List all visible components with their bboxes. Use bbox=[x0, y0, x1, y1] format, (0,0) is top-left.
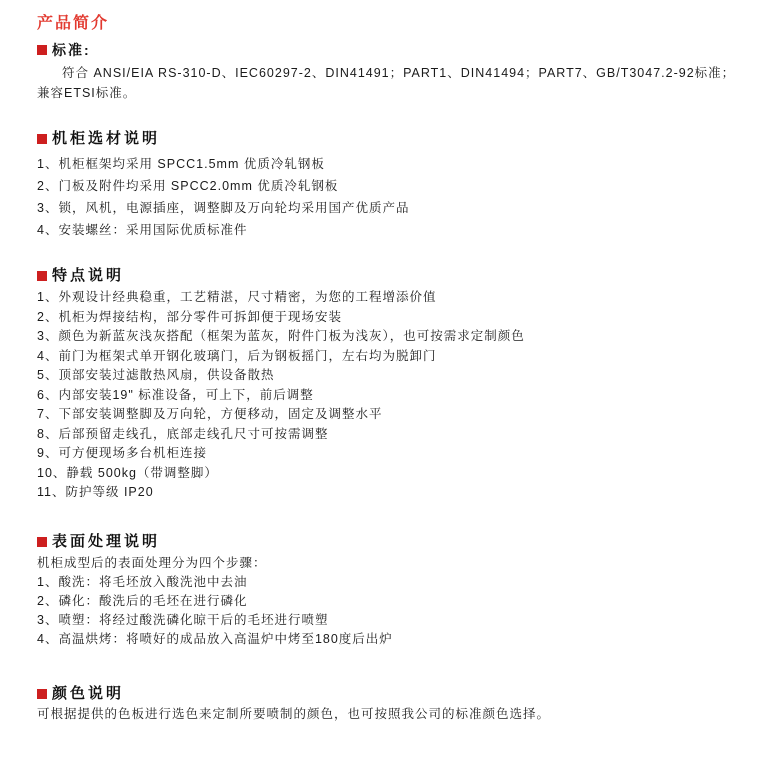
section-bullet-icon bbox=[37, 134, 47, 144]
list-item: 4、高温烘烤：将喷好的成品放入高温炉中烤至180度后出炉 bbox=[37, 631, 393, 646]
list-item: 3、颜色为新蓝灰浅灰搭配（框架为蓝灰，附件门板为浅灰），也可按需求定制颜色 bbox=[37, 329, 525, 343]
section-bullet-icon bbox=[37, 45, 47, 55]
section-color bbox=[37, 685, 750, 724]
list-item: 1、酸洗：将毛坯放入酸洗池中去油 bbox=[37, 574, 248, 589]
section-materials bbox=[37, 130, 750, 241]
list-item: 1、外观设计经典稳重，工艺精湛，尺寸精密，为您的工程增添价值 bbox=[37, 290, 437, 304]
section-bullet-icon bbox=[37, 689, 47, 699]
list-item: 6、内部安装19" 标准设备，可上下，前后调整 bbox=[37, 387, 314, 402]
surface-heading: 表面处理说明 bbox=[52, 532, 161, 550]
page-title: 产品简介 bbox=[37, 15, 110, 32]
list-item: 11、防护等级 IP20 bbox=[37, 485, 154, 499]
list-item: 5、顶部安装过滤散热风扇，供设备散热 bbox=[37, 368, 275, 382]
list-item: 2、门板及附件均采用 SPCC2.0mm 优质冷轧钢板 bbox=[37, 179, 339, 193]
color-heading: 颜色说明 bbox=[52, 684, 125, 702]
features-list bbox=[37, 288, 750, 503]
standards-heading-row bbox=[37, 42, 750, 58]
section-standards bbox=[37, 42, 750, 103]
list-item: 4、前门为框架式单开钢化玻璃门，后为钢板摇门，左右均为脱卸门 bbox=[37, 348, 437, 363]
list-item: 7、下部安装调整脚及万向轮，方便移动，固定及调整水平 bbox=[37, 407, 383, 421]
surface-list bbox=[37, 573, 750, 649]
list-item: 10、静载 500kg（带调整脚） bbox=[37, 465, 218, 480]
section-bullet-icon bbox=[37, 537, 47, 547]
materials-heading: 机柜选材说明 bbox=[52, 130, 161, 147]
standards-line: 兼容ETSI标准。 bbox=[37, 86, 137, 100]
features-heading: 特点说明 bbox=[52, 267, 125, 284]
list-item: 1、机柜框架均采用 SPCC1.5mm 优质冷轧钢板 bbox=[37, 157, 325, 171]
list-item: 3、锁，风机，电源插座，调整脚及万向轮均采用国产优质产品 bbox=[37, 201, 410, 215]
surface-intro: 机柜成型后的表面处理分为四个步骤： bbox=[37, 555, 267, 570]
list-item: 8、后部预留走线孔，底部走线孔尺寸可按需调整 bbox=[37, 426, 329, 441]
section-bullet-icon bbox=[37, 271, 47, 281]
list-item: 3、喷塑：将经过酸洗磷化晾干后的毛坯进行喷塑 bbox=[37, 612, 329, 627]
section-surface-treatment bbox=[37, 533, 750, 649]
list-item: 2、磷化：酸洗后的毛坯在进行磷化 bbox=[37, 593, 248, 608]
standards-heading: 标准: bbox=[52, 42, 91, 58]
materials-heading-row bbox=[37, 130, 750, 148]
section-features bbox=[37, 267, 750, 503]
standards-line: 符合 ANSI/EIA RS-310-D、IEC60297-2、DIN41491；PART1、DIN41494；PART7、GB/T3047.2-92标准； bbox=[62, 66, 736, 80]
list-item: 9、可方便现场多台机柜连接 bbox=[37, 446, 207, 460]
features-heading-row bbox=[37, 267, 750, 285]
surface-heading-row bbox=[37, 533, 750, 551]
list-item: 4、安装螺丝：采用国际优质标准件 bbox=[37, 223, 248, 237]
list-item: 2、机柜为焊接结构，部分零件可拆卸便于现场安装 bbox=[37, 309, 342, 324]
color-body: 可根据提供的色板进行选色来定制所要喷制的颜色，也可按照我公司的标准颜色选择。 bbox=[37, 706, 551, 721]
color-heading-row bbox=[37, 685, 750, 703]
materials-list bbox=[37, 153, 750, 241]
